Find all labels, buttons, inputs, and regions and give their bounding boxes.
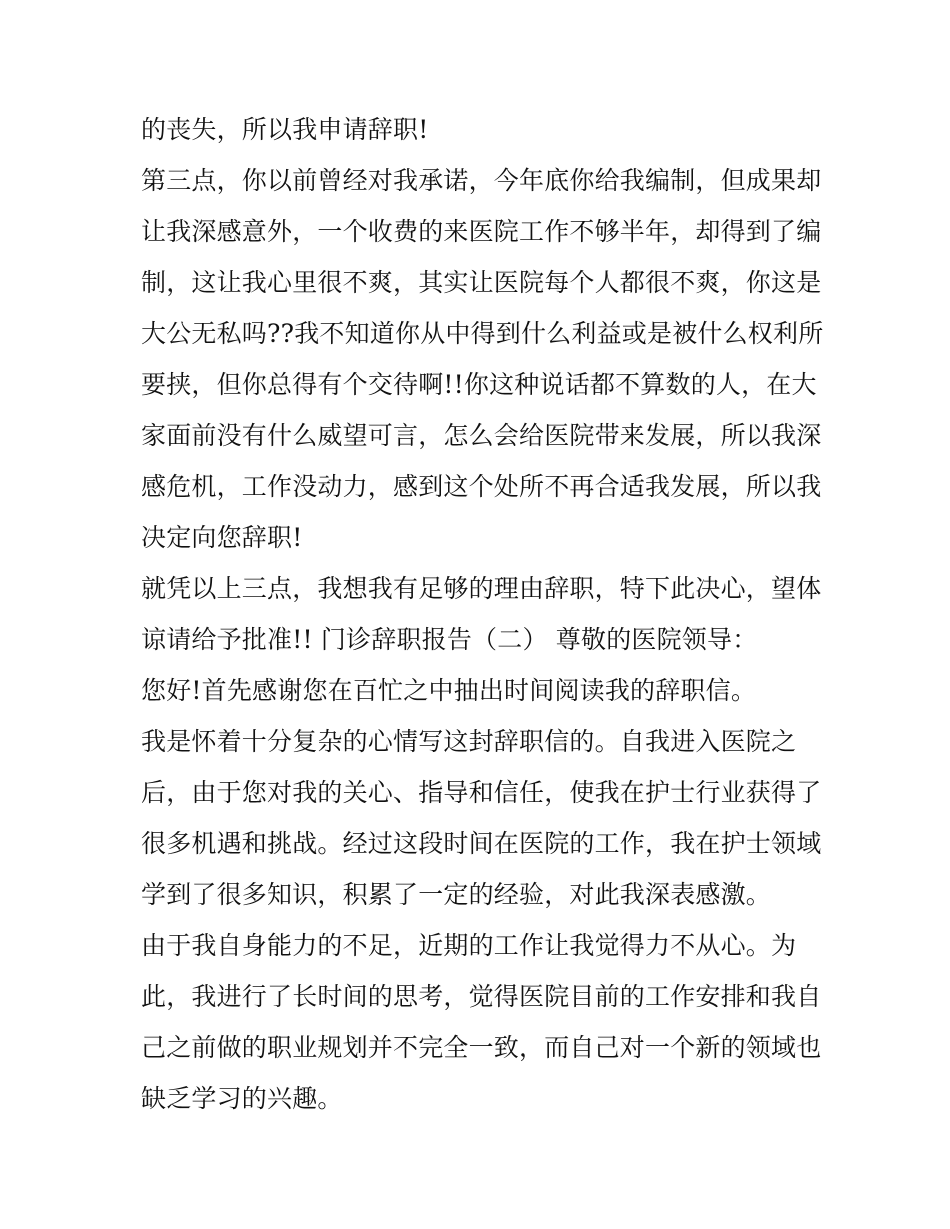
text-line: 由于我自身能力的不足，近期的工作让我觉得力不从心。为 xyxy=(141,931,797,960)
text-line: 缺乏学习的兴趣。 xyxy=(141,1084,343,1113)
text-line: 家面前没有什么威望可言，怎么会给医院带来发展，所以我深 xyxy=(141,421,822,450)
text-line: 己之前做的职业规划并不完全一致，而自己对一个新的领域也 xyxy=(141,1033,822,1062)
text-line: 谅请给予批准!! 门诊辞职报告（二） 尊敬的医院领导： xyxy=(141,625,758,654)
text-line: 很多机遇和挑战。经过这段时间在医院的工作，我在护士领域 xyxy=(141,829,822,858)
text-line: 要挟，但你总得有个交待啊!!你这种说话都不算数的人，在大 xyxy=(141,370,817,399)
text-line: 让我深感意外，一个收费的来医院工作不够半年，却得到了编 xyxy=(141,217,822,246)
text-line: 就凭以上三点，我想我有足够的理由辞职，特下此决心，望体 xyxy=(141,574,822,603)
text-line: 您好!首先感谢您在百忙之中抽出时间阅读我的辞职信。 xyxy=(141,676,757,705)
text-line: 制，这让我心里很不爽，其实让医院每个人都很不爽，你这是 xyxy=(141,268,822,297)
text-line: 第三点，你以前曾经对我承诺，今年底你给我编制，但成果却 xyxy=(141,166,822,195)
document-body xyxy=(141,104,824,1124)
text-line: 决定向您辞职! xyxy=(141,523,303,552)
text-line: 感危机，工作没动力，感到这个处所不再合适我发展，所以我 xyxy=(141,472,822,501)
text-line: 学到了很多知识，积累了一定的经验，对此我深表感激。 xyxy=(141,880,772,909)
text-line: 的丧失，所以我申请辞职! xyxy=(141,115,429,144)
text-line: 大公无私吗??我不知道你从中得到什么利益或是被什么权利所 xyxy=(141,319,824,348)
text-line: 后，由于您对我的关心、指导和信任，使我在护士行业获得了 xyxy=(141,778,822,807)
text-line: 我是怀着十分复杂的心情写这封辞职信的。自我进入医院之 xyxy=(141,727,797,756)
text-line: 此，我进行了长时间的思考，觉得医院目前的工作安排和我自 xyxy=(141,982,822,1011)
